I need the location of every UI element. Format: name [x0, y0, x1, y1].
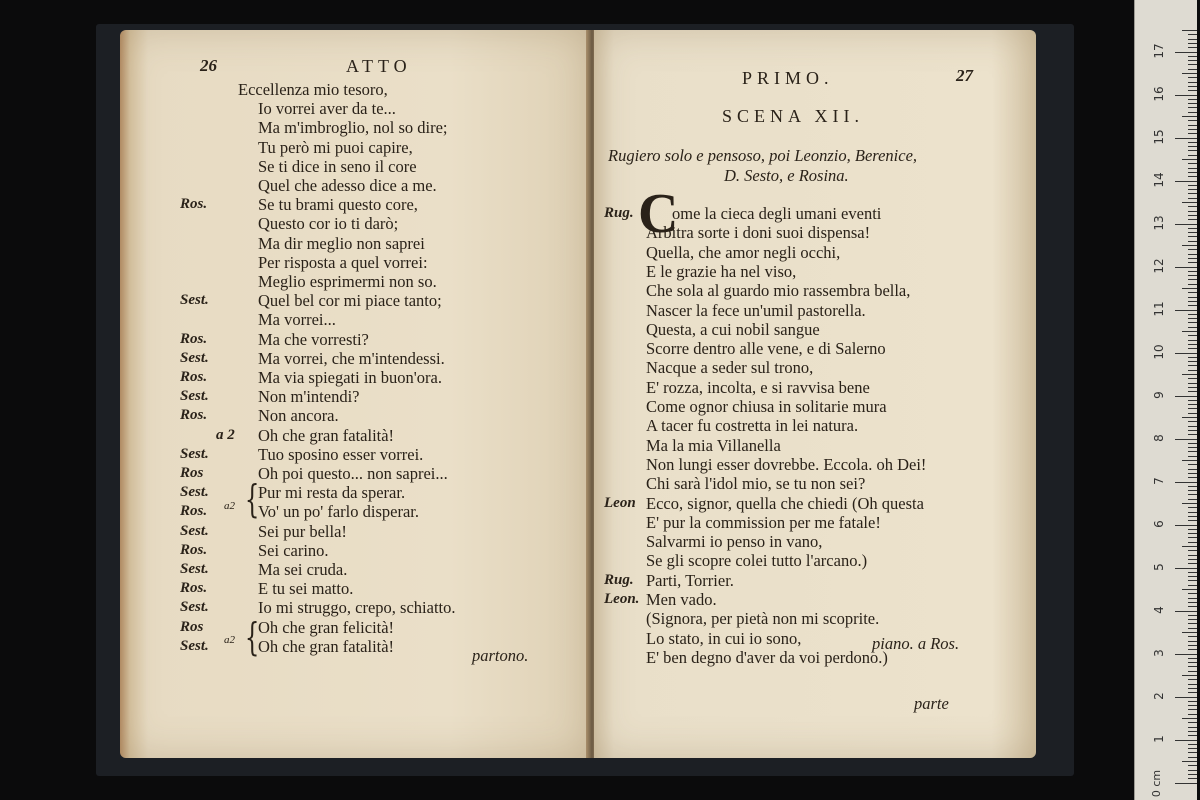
ruler-tick — [1188, 34, 1197, 35]
ruler-tick — [1188, 572, 1197, 573]
ruler-number: 5 — [1152, 562, 1166, 571]
verse-line: A tacer fu costretta in lei natura. — [646, 416, 859, 436]
verse-line: Quel che adesso dice a me. — [258, 176, 437, 195]
ruler-tick — [1188, 383, 1197, 384]
ruler-tick — [1188, 507, 1197, 508]
speaker-label: Ros. — [180, 330, 208, 347]
right-page — [594, 30, 1036, 758]
speaker-label: Rug. — [604, 205, 634, 221]
ruler-tick — [1175, 95, 1197, 96]
ruler-tick — [1175, 568, 1197, 569]
ruler-tick — [1188, 752, 1197, 753]
ruler-tick — [1188, 447, 1197, 448]
ruler-tick — [1188, 645, 1197, 646]
ruler-tick — [1188, 112, 1197, 113]
ruler-tick — [1188, 146, 1197, 147]
ruler-tick — [1188, 662, 1197, 663]
speaker-label: Sest. — [180, 561, 209, 577]
verse-line: Se gli scopre colei tutto l'arcano.) — [646, 551, 868, 571]
ruler-tick — [1182, 503, 1197, 504]
ruler-tick — [1188, 193, 1197, 194]
ruler-tick — [1188, 361, 1197, 362]
a2-mark-2: a2 — [224, 634, 235, 646]
ruler-tick — [1188, 684, 1197, 685]
ruler-tick — [1188, 658, 1197, 659]
ruler-tick — [1188, 430, 1197, 431]
aside-note: piano. a Ros. — [872, 634, 960, 653]
ruler-tick — [1188, 258, 1197, 259]
stage-direction-2: D. Sesto, e Rosina. — [724, 166, 849, 185]
ruler-tick — [1188, 77, 1197, 78]
verse-line: Eccellenza mio tesoro, — [238, 80, 388, 99]
ruler-tick — [1188, 103, 1197, 104]
ruler-tick — [1188, 757, 1197, 758]
ruler-tick — [1188, 722, 1197, 723]
speaker-label: a 2 — [216, 426, 235, 443]
ruler-tick — [1188, 490, 1197, 491]
ruler-tick — [1188, 477, 1197, 478]
page-header-right: PRIMO. — [742, 68, 834, 88]
ruler-tick — [1188, 370, 1197, 371]
ruler-tick — [1175, 181, 1197, 182]
ruler-number: 9 — [1152, 390, 1166, 399]
verse-line: Sei pur bella! — [258, 521, 347, 541]
ruler-tick — [1188, 516, 1197, 517]
ruler-tick — [1188, 512, 1197, 513]
ruler-tick — [1188, 284, 1197, 285]
ruler-tick — [1188, 731, 1197, 732]
ruler-tick — [1188, 172, 1197, 173]
verse-line: Sei carino. — [258, 540, 329, 560]
ruler-tick — [1182, 73, 1197, 74]
speaker-label: Sest. — [180, 484, 209, 501]
ruler-tick — [1188, 623, 1197, 624]
ruler-number: 4 — [1152, 605, 1166, 614]
verse-line: Pur mi resta da sperar. — [258, 483, 406, 503]
verse-line: E' pur la commission per me fatale! — [646, 512, 881, 532]
ruler-tick — [1188, 593, 1197, 594]
ruler-tick — [1188, 60, 1197, 61]
ruler-tick — [1182, 589, 1197, 590]
verse-line: (Signora, per pietà non mi scoprite. — [646, 609, 880, 629]
verse-line: Quella, che amor negli occhi, — [646, 242, 841, 262]
open-book — [120, 30, 1036, 762]
exit-note-left: partono. — [472, 646, 529, 665]
ruler-tick — [1188, 185, 1197, 186]
ruler-tick — [1188, 421, 1197, 422]
ruler-tick — [1188, 90, 1197, 91]
ruler-tick — [1188, 520, 1197, 521]
ruler-tick — [1182, 417, 1197, 418]
verse-line: E' rozza, incolta, e si ravvisa bene — [646, 377, 870, 397]
ruler-tick — [1188, 47, 1197, 48]
ruler-tick — [1188, 537, 1197, 538]
ruler-number: 10 — [1152, 343, 1166, 360]
ruler-number: 13 — [1152, 214, 1166, 231]
verse-line: Chi sarà l'idol mio, se tu non sei? — [646, 474, 866, 494]
ruler-tick — [1188, 318, 1197, 319]
ruler-tick — [1175, 439, 1197, 440]
ruler-tick — [1188, 443, 1197, 444]
ruler-tick — [1188, 473, 1197, 474]
ruler-unit: 0 cm — [1150, 769, 1164, 798]
verse-line: E tu sei matto. — [258, 579, 354, 599]
verse-line: Se ti dice in seno il core — [258, 156, 417, 176]
ruler-tick — [1175, 224, 1197, 225]
speaker-label: Sest. — [180, 599, 209, 616]
ruler-tick — [1188, 198, 1197, 199]
ruler-tick — [1188, 335, 1197, 336]
ruler-tick — [1188, 215, 1197, 216]
ruler-tick — [1188, 271, 1197, 272]
speaker-label: Leon — [604, 494, 636, 511]
verse-line: E' ben degno d'aver da voi perdono.) — [646, 647, 888, 667]
ruler-tick — [1188, 559, 1197, 560]
ruler-number: 15 — [1152, 128, 1166, 145]
ruler-tick — [1188, 765, 1197, 766]
ruler-tick — [1188, 641, 1197, 642]
ruler-tick — [1188, 155, 1197, 156]
ruler-tick — [1188, 292, 1197, 293]
ruler-tick — [1182, 718, 1197, 719]
ruler-number: 2 — [1152, 691, 1166, 700]
page-number-left: 26 — [200, 56, 217, 75]
ruler-tick — [1175, 654, 1197, 655]
left-brace-2: { — [244, 615, 260, 659]
ruler-tick — [1188, 628, 1197, 629]
speaker-label: Sest. — [180, 637, 209, 654]
ruler-tick — [1188, 494, 1197, 495]
ruler-tick — [1175, 353, 1197, 354]
ruler-tick — [1188, 533, 1197, 534]
left-page — [120, 30, 590, 758]
ruler-tick — [1188, 150, 1197, 151]
verse-line: Ma vorrei, che m'intendessi. — [258, 348, 445, 368]
ruler-tick — [1175, 52, 1197, 53]
ruler-tick — [1188, 64, 1197, 65]
ruler-tick — [1182, 675, 1197, 676]
verse-line: Lo stato, in cui io sono, — [646, 628, 802, 648]
ruler-tick — [1188, 671, 1197, 672]
ruler-tick — [1188, 275, 1197, 276]
ruler-tick — [1175, 740, 1197, 741]
ruler-tick — [1188, 705, 1197, 706]
speaker-label: Sest. — [180, 445, 209, 462]
scene-title: SCENA XII. — [722, 106, 865, 126]
ruler-tick — [1188, 378, 1197, 379]
ruler-tick — [1182, 460, 1197, 461]
ruler-number: 14 — [1152, 171, 1166, 188]
ruler-tick — [1182, 546, 1197, 547]
ruler-tick — [1188, 262, 1197, 263]
page-number-right: 27 — [956, 66, 973, 85]
ruler-tick — [1188, 228, 1197, 229]
verse-line: Se tu brami questo core, — [258, 195, 418, 215]
ruler-tick — [1188, 129, 1197, 130]
ruler-tick — [1188, 125, 1197, 126]
ruler-tick — [1188, 550, 1197, 551]
verse-line: Vo' un po' farlo disperar. — [258, 502, 419, 522]
verse-line: Salvarmi io penso in vano, — [646, 532, 823, 552]
ruler-tick — [1182, 202, 1197, 203]
verse-line: Non m'intendi? — [258, 387, 360, 407]
verse-line: Ma la mia Villanella — [646, 435, 781, 455]
verse-line: Ma m'imbroglio, nol so dire; — [258, 118, 448, 138]
ruler-tick — [1188, 606, 1197, 607]
ruler-tick — [1182, 288, 1197, 289]
verse-line: Oh che gran fatalità! — [258, 425, 395, 445]
ruler-tick — [1188, 456, 1197, 457]
ruler-number: 6 — [1152, 519, 1166, 528]
speaker-label: Sest. — [180, 522, 209, 539]
ruler-tick — [1182, 331, 1197, 332]
verse-line: Questa, a cui nobil sangue — [646, 319, 820, 339]
ruler-number: 1 — [1152, 734, 1166, 743]
verse-line: Per risposta a quel vorrei: — [258, 252, 428, 272]
ruler-tick — [1182, 761, 1197, 762]
ruler-tick — [1182, 116, 1197, 117]
ruler-tick — [1188, 636, 1197, 637]
speaker-label: Ros. — [180, 503, 208, 520]
speaker-label: Ros. — [180, 541, 208, 558]
ruler-tick — [1188, 107, 1197, 108]
ruler-tick — [1188, 464, 1197, 465]
a2-mark-1: a2 — [224, 500, 235, 512]
ruler-tick — [1188, 426, 1197, 427]
ruler-tick — [1175, 783, 1197, 784]
page-header-left: ATTO — [346, 56, 412, 76]
speaker-label: Rug. — [604, 571, 634, 588]
speaker-label: Leon. — [604, 591, 640, 607]
verse-line: Nacque a seder sul trono, — [646, 358, 814, 378]
ruler-tick — [1188, 563, 1197, 564]
ruler-tick — [1188, 254, 1197, 255]
ruler-number: 3 — [1152, 648, 1166, 657]
speaker-label: Ros. — [180, 580, 208, 597]
speaker-label: Ros. — [180, 196, 208, 213]
verse-line: Ma via spiegati in buon'ora. — [258, 368, 442, 387]
ruler-tick — [1188, 348, 1197, 349]
ruler-tick — [1188, 305, 1197, 306]
ruler-tick — [1188, 211, 1197, 212]
ruler-tick — [1188, 602, 1197, 603]
speaker-label: Sest. — [180, 388, 209, 405]
ruler-tick — [1175, 396, 1197, 397]
ruler-tick — [1182, 30, 1197, 31]
speaker-label: Ros — [180, 618, 204, 635]
ruler-tick — [1182, 374, 1197, 375]
ruler-tick — [1182, 159, 1197, 160]
verse-line: Tuo sposino esser vorrei. — [258, 444, 424, 464]
ruler-number: 8 — [1152, 433, 1166, 442]
ruler-tick — [1188, 322, 1197, 323]
speaker-label: Ros — [180, 465, 204, 481]
ruler-tick — [1188, 709, 1197, 710]
ruler-number: 16 — [1152, 85, 1166, 102]
ruler-tick — [1188, 499, 1197, 500]
ruler-tick — [1188, 206, 1197, 207]
ruler-tick — [1175, 310, 1197, 311]
ruler-tick — [1188, 542, 1197, 543]
ruler-tick — [1188, 576, 1197, 577]
ruler-tick — [1188, 163, 1197, 164]
ruler-tick — [1188, 249, 1197, 250]
ruler-tick — [1188, 529, 1197, 530]
ruler-tick — [1188, 314, 1197, 315]
verse-line: Io mi struggo, crepo, schiatto. — [258, 598, 456, 618]
verse-line: Ecco, signor, quella che chiedi (Oh questa — [646, 493, 924, 513]
ruler-tick — [1188, 692, 1197, 693]
ruler-tick — [1188, 598, 1197, 599]
ruler-tick — [1188, 176, 1197, 177]
verse-line: Men vado. — [646, 590, 717, 609]
ruler-tick — [1188, 469, 1197, 470]
ruler-tick — [1188, 236, 1197, 237]
left-brace-1: { — [244, 477, 260, 521]
ruler-tick — [1188, 189, 1197, 190]
ruler-tick — [1188, 365, 1197, 366]
speaker-label: Ros. — [180, 407, 208, 424]
verse-line: Nascer la fece un'umil pastorella. — [646, 300, 866, 320]
ruler-tick — [1188, 400, 1197, 401]
verse-line: Come ognor chiusa in solitarie mura — [646, 397, 887, 416]
ruler-number: 12 — [1152, 257, 1166, 274]
ruler-tick — [1188, 56, 1197, 57]
verse-line: Oh che gran fatalità! — [258, 636, 395, 656]
verse-line: Arbitra sorte i doni suoi dispensa! — [646, 223, 871, 243]
ruler-tick — [1188, 133, 1197, 134]
ruler-tick — [1182, 245, 1197, 246]
ruler-tick — [1188, 701, 1197, 702]
ruler-tick — [1188, 86, 1197, 87]
ruler-tick — [1188, 778, 1197, 779]
ruler-number: 7 — [1152, 476, 1166, 485]
verse-line: Ma che vorresti? — [258, 329, 369, 349]
ruler-tick — [1188, 555, 1197, 556]
ruler-tick — [1188, 301, 1197, 302]
ruler-number: 17 — [1152, 42, 1166, 59]
ruler-tick — [1188, 168, 1197, 169]
verse-line: Io vorrei aver da te... — [258, 99, 396, 119]
verse-line: Parti, Torrier. — [646, 570, 734, 590]
verse-line: Non lungi esser dovrebbe. Eccola. oh Dei! — [646, 454, 927, 474]
ruler-tick — [1188, 727, 1197, 728]
speaker-label: Sest. — [180, 349, 209, 366]
ruler-tick — [1188, 279, 1197, 280]
ruler-tick — [1188, 142, 1197, 143]
ruler-tick — [1188, 580, 1197, 581]
ruler-tick — [1188, 770, 1197, 771]
ruler-tick — [1188, 387, 1197, 388]
verse-line: E le grazie ha nel viso, — [646, 261, 797, 281]
ruler-tick — [1188, 486, 1197, 487]
ruler-tick — [1188, 434, 1197, 435]
verse-line: Oh poi questo... non saprei... — [258, 464, 448, 483]
drop-cap: C — [638, 183, 679, 245]
verse-line: Meglio esprimermi non so. — [258, 272, 437, 291]
ruler-tick — [1188, 404, 1197, 405]
ruler-tick — [1188, 774, 1197, 775]
ruler-tick — [1175, 482, 1197, 483]
ruler-tick — [1188, 619, 1197, 620]
exit-note-right: parte — [914, 694, 949, 713]
ruler-tick — [1188, 120, 1197, 121]
ruler-tick — [1188, 99, 1197, 100]
ruler-tick — [1188, 327, 1197, 328]
ruler-tick — [1188, 451, 1197, 452]
ruler-tick — [1188, 408, 1197, 409]
ruler-tick — [1188, 82, 1197, 83]
verse-line: Questo cor io ti darò; — [258, 214, 399, 234]
ruler-tick — [1175, 267, 1197, 268]
ruler-tick — [1175, 138, 1197, 139]
verse-line: Scorre dentro alle vene, e di Salerno — [646, 339, 886, 359]
ruler-tick — [1188, 748, 1197, 749]
verse-line: Quel bel cor mi piace tanto; — [258, 291, 442, 311]
ruler-tick — [1188, 69, 1197, 70]
ruler-tick — [1182, 632, 1197, 633]
speaker-label: Ros. — [180, 369, 208, 385]
ruler-tick — [1188, 344, 1197, 345]
ruler-tick — [1188, 649, 1197, 650]
ruler-tick — [1175, 611, 1197, 612]
ruler-tick — [1188, 688, 1197, 689]
ruler-tick — [1175, 525, 1197, 526]
ruler-tick — [1188, 615, 1197, 616]
ruler-tick — [1188, 735, 1197, 736]
ruler-number: 11 — [1152, 300, 1166, 317]
verse-line: ome la cieca degli umani eventi — [672, 204, 882, 223]
verse-line: Ma vorrei... — [258, 310, 336, 330]
ruler-tick — [1188, 219, 1197, 220]
ruler-tick — [1188, 744, 1197, 745]
verse-line: Che sola al guardo mio rassembra bella, — [646, 281, 911, 301]
ruler-tick — [1188, 391, 1197, 392]
verse-line: Ma sei cruda. — [258, 560, 348, 579]
speaker-label: Sest. — [180, 292, 209, 309]
ruler-tick — [1188, 357, 1197, 358]
measuring-ruler — [1134, 0, 1197, 800]
verse-line: Non ancora. — [258, 406, 339, 426]
ruler-tick — [1175, 697, 1197, 698]
verse-line: Ma dir meglio non saprei — [258, 233, 425, 253]
ruler-tick — [1188, 241, 1197, 242]
ruler-tick — [1188, 413, 1197, 414]
ruler-tick — [1188, 585, 1197, 586]
verse-line: Oh che gran felicità! — [258, 617, 395, 637]
ruler-tick — [1188, 43, 1197, 44]
ruler-tick — [1188, 666, 1197, 667]
stage-direction-1: Rugiero solo e pensoso, poi Leonzio, Berenice, — [608, 146, 918, 165]
ruler-tick — [1188, 39, 1197, 40]
ruler-tick — [1188, 714, 1197, 715]
ruler-tick — [1188, 297, 1197, 298]
ruler-tick — [1188, 232, 1197, 233]
ruler-tick — [1188, 679, 1197, 680]
verse-line: Tu però mi puoi capire, — [258, 137, 413, 157]
ruler-tick — [1188, 340, 1197, 341]
